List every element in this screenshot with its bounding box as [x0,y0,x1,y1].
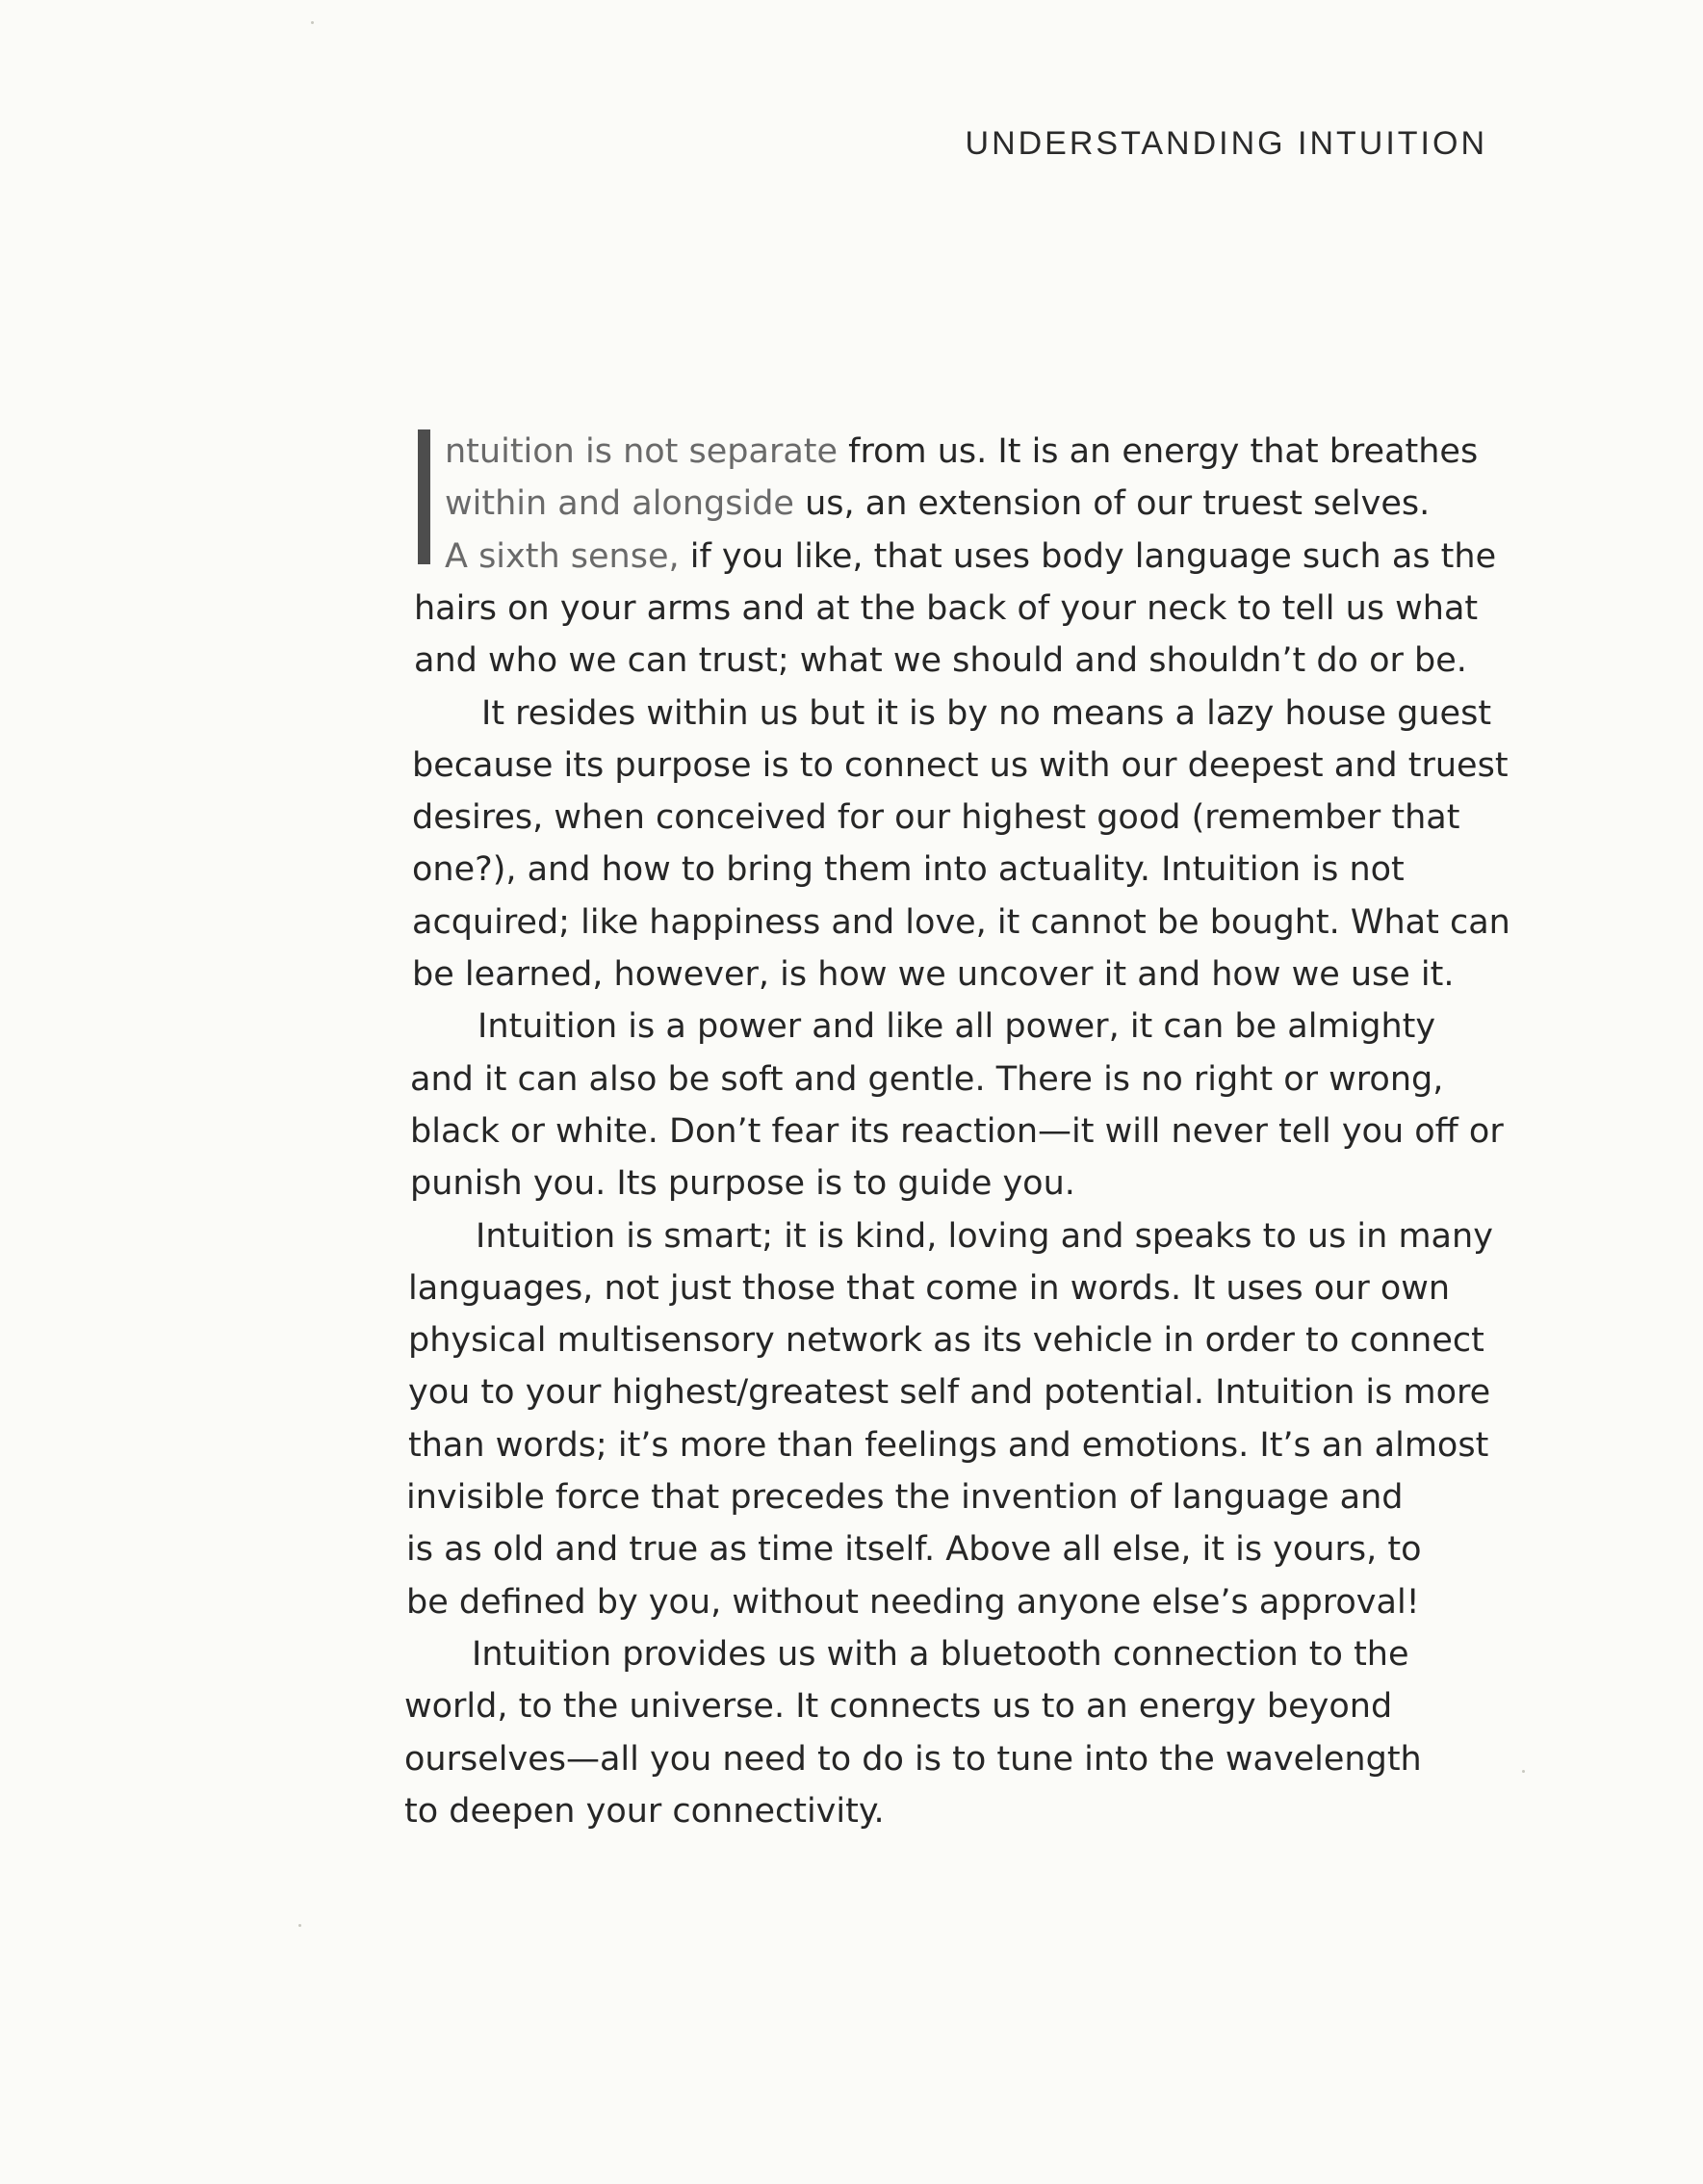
line-text: is as old and true as time itself. Above all else, it is yours, to [406,1530,1422,1569]
text-line [412,901,1510,944]
text-line [410,1058,1443,1101]
text-line [408,1371,1490,1414]
line-text: because its purpose is to connect us with our deepest and truest [412,746,1509,785]
text-line [408,1319,1484,1362]
text-line [408,1267,1450,1310]
text-line [408,1424,1488,1467]
line-text: Intuition is smart; it is kind, loving and speaks to us in many [476,1217,1493,1256]
line-text: It resides within us but it is by no means a lazy house guest [481,694,1492,733]
line-text: Intuition is a power and like all power, it can be almighty [477,1007,1436,1046]
line-text: one?), and how to bring them into actuality. Intuition is not [412,850,1405,889]
line-text: from us. It is an energy that breathes [838,432,1479,471]
line-text: punish you. Its purpose is to guide you. [410,1164,1075,1203]
text-line [406,1581,1420,1624]
line-text: be defined by you, without needing anyone else’s approval! [406,1583,1420,1622]
line-text: than words; it’s more than feelings and emotions. It’s an almost [408,1426,1489,1465]
text-line [445,482,1430,525]
line-text: and who we can trust; what we should and shouldn’t do or be. [414,641,1467,680]
line-text: you to your highest/greatest self and potential. Intuition is more [408,1373,1491,1412]
text-line [414,639,1467,682]
text-line [445,430,1478,473]
text-line [412,796,1459,839]
text-line [477,1005,1435,1048]
text-line [406,1528,1422,1571]
line-text: acquired; like happiness and love, it cannot be bought. What can [412,903,1510,942]
line-text: desires, when conceived for our highest good (remember that [412,798,1460,837]
text-line [472,1633,1409,1676]
text-line [404,1685,1392,1728]
text-line [414,587,1478,630]
line-text: if you like, that uses body language such as the [679,537,1497,576]
page-speck [1522,1770,1525,1773]
text-line [412,848,1405,891]
page-speck [311,21,314,24]
line-text: languages, not just those that come in words. It uses our own [408,1269,1451,1308]
line-text: ourselves—all you need to do is to tune into the wavelength [404,1740,1422,1779]
line-lead-text: ntuition is not separate [445,432,839,471]
line-text: hairs on your arms and at the back of your neck to tell us what [414,589,1479,628]
line-text: us, an extension of our truest selves. [793,484,1431,523]
line-lead-text: A sixth sense, [445,537,680,576]
text-line [481,692,1491,735]
text-line [410,1110,1504,1153]
running-header: UNDERSTANDING INTUITION [965,125,1487,162]
line-text: invisible force that precedes the invention of language and [406,1478,1404,1517]
text-line [476,1215,1493,1258]
line-text: black or white. Don’t fear its reaction—it will never tell you off or [410,1112,1504,1151]
page-speck [298,1924,301,1927]
line-text: to deepen your connectivity. [404,1792,885,1831]
text-line [404,1790,885,1833]
text-line [412,953,1455,996]
line-text: and it can also be soft and gentle. There is no right or wrong, [410,1060,1444,1099]
line-text: physical multisensory network as its vehicle in order to connect [408,1321,1484,1360]
text-line [412,744,1509,787]
text-line [406,1476,1403,1519]
line-text: be learned, however, is how we uncover it and how we use it. [412,955,1455,994]
line-lead-text: within and alongside [445,484,794,523]
text-line [445,535,1496,578]
line-text: world, to the universe. It connects us to an energy beyond [404,1687,1393,1726]
line-text: Intuition provides us with a bluetooth connection to the [472,1635,1409,1674]
drop-cap [418,429,430,564]
text-line [404,1738,1422,1781]
text-line [410,1162,1075,1205]
